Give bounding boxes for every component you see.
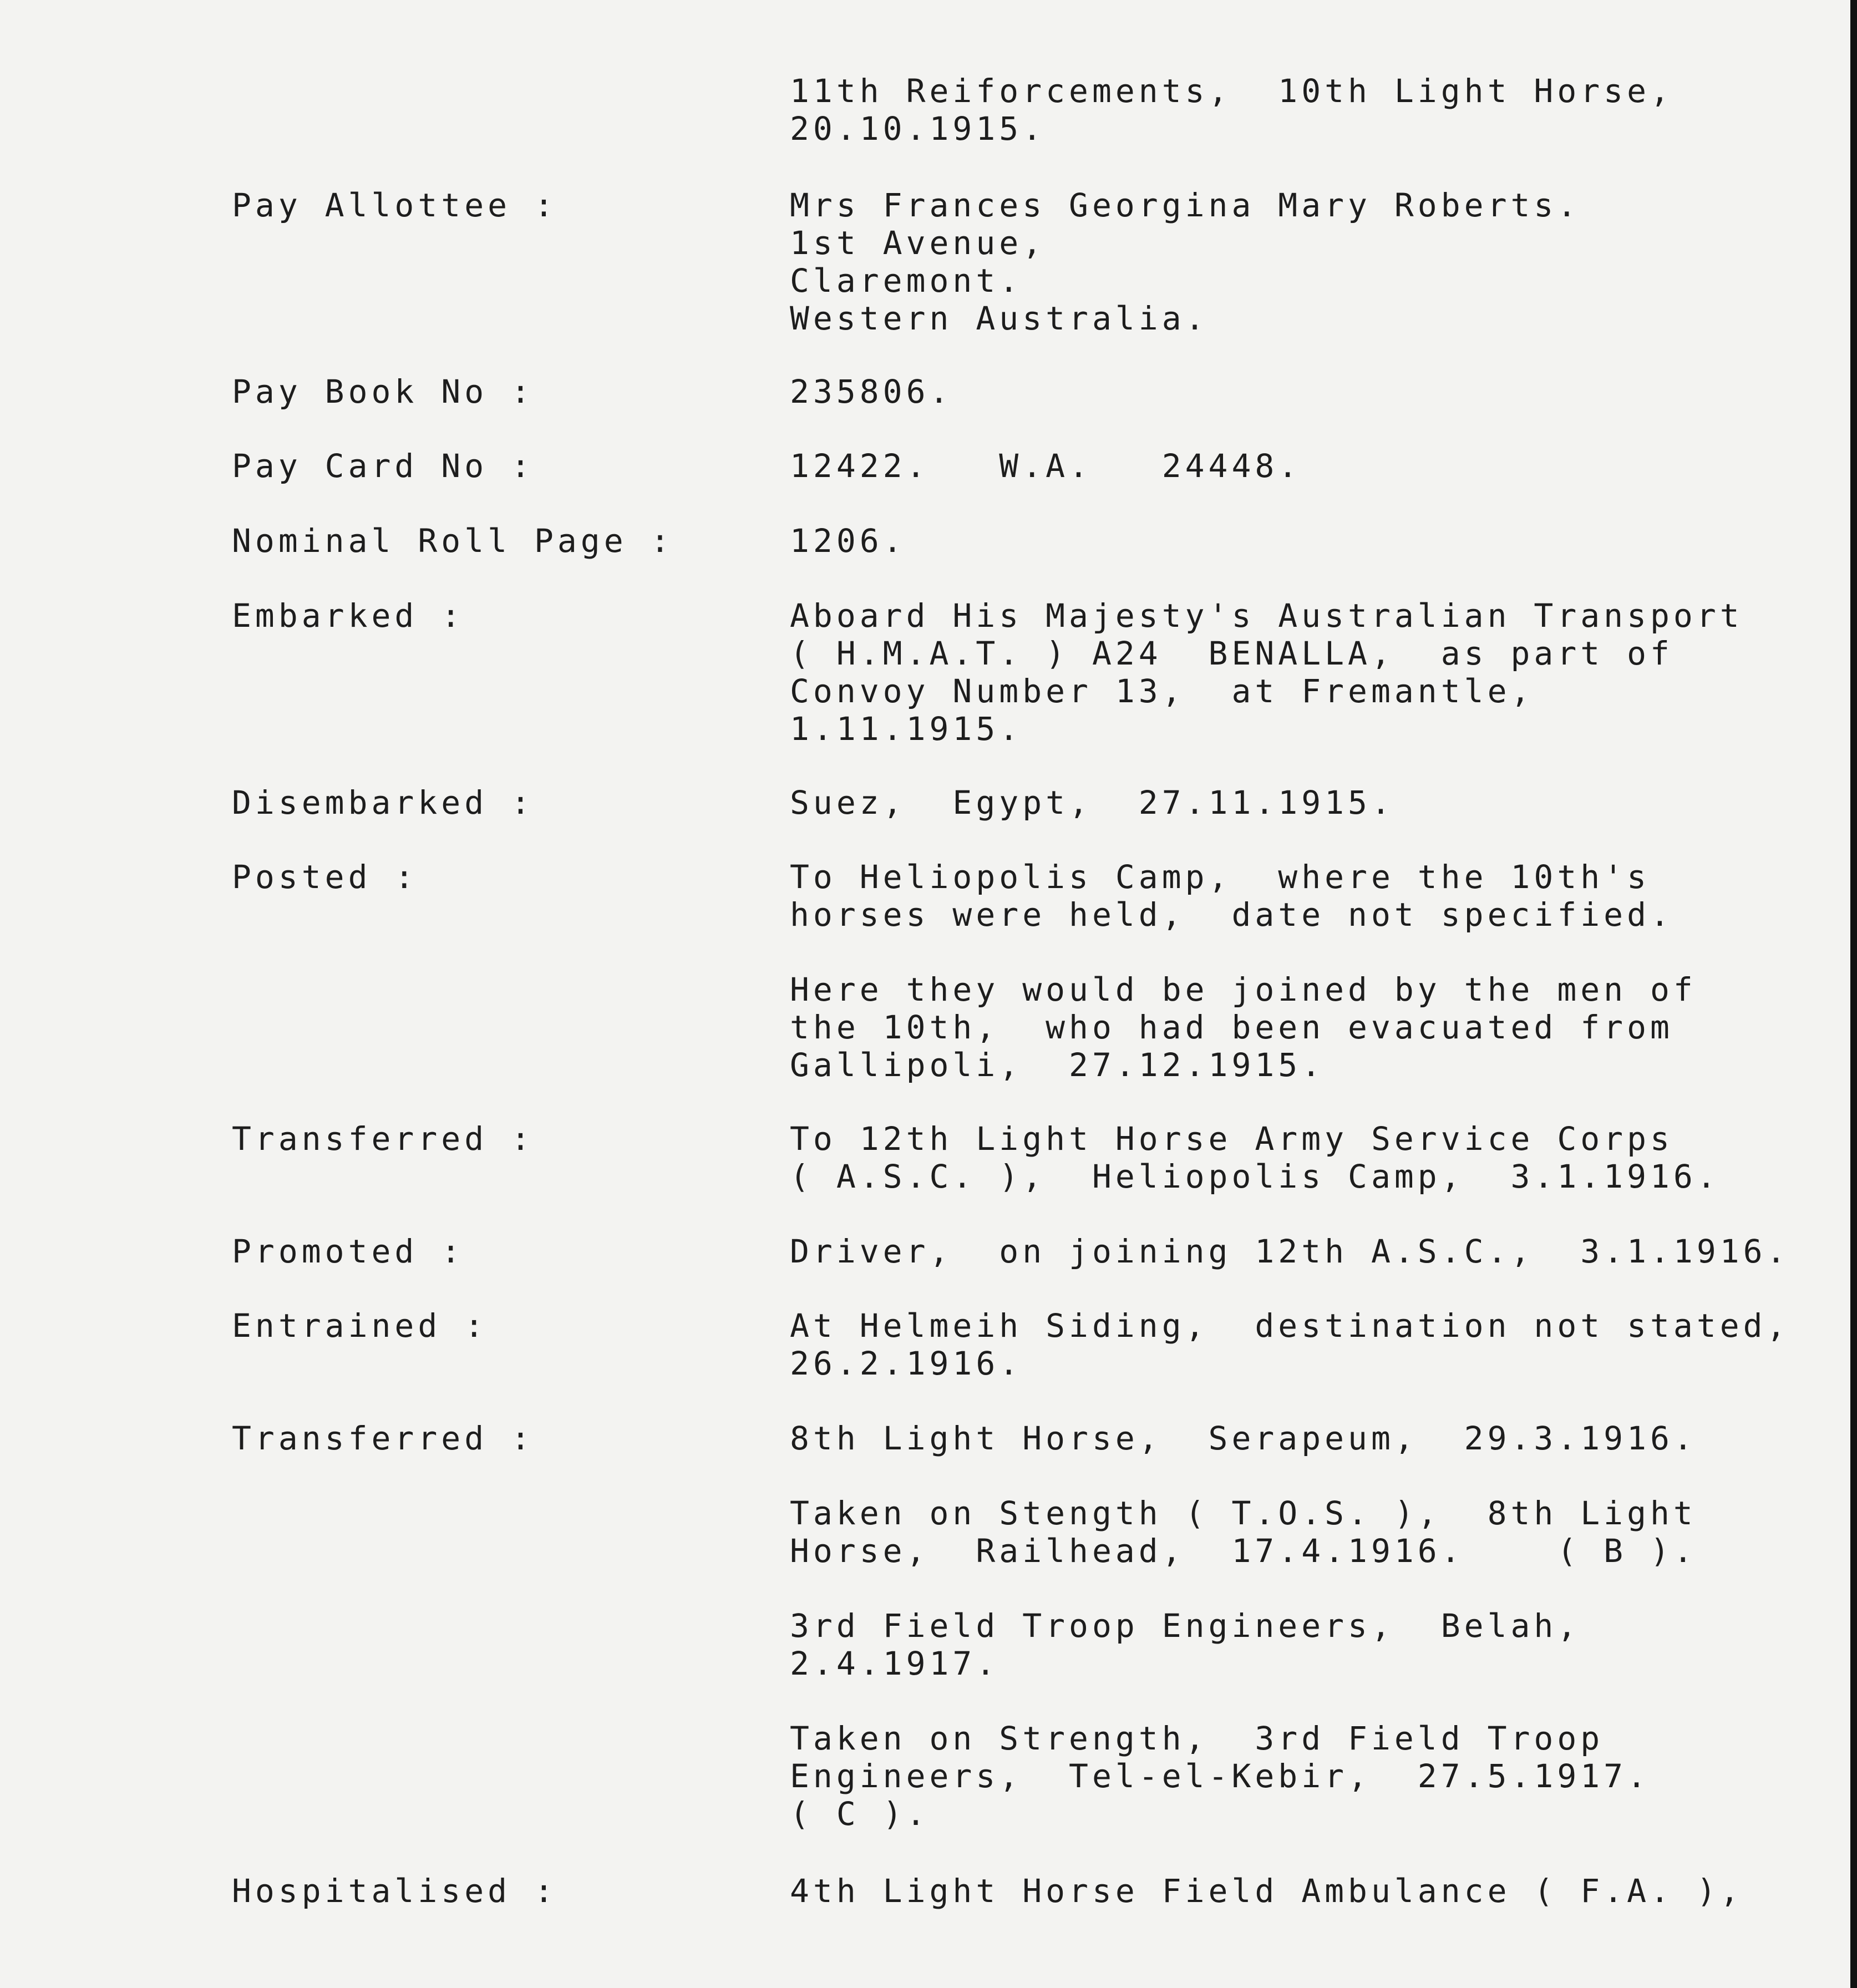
- value-line: ( H.M.A.T. ) A24 BENALLA, as part of: [790, 635, 1673, 672]
- field-value: [790, 1120, 1833, 1195]
- header-line: 11th Reiforcements, 10th Light Horse,: [790, 72, 1673, 110]
- value-line: Gallipoli, 27.12.1915.: [790, 1046, 1325, 1084]
- value-line: ( A.S.C. ), Heliopolis Camp, 3.1.1916.: [790, 1158, 1720, 1195]
- field-value: [790, 784, 1833, 821]
- value-line: 3rd Field Troop Engineers, Belah,: [790, 1607, 1581, 1645]
- value-line: Horse, Railhead, 17.4.1916. ( B ).: [790, 1532, 1697, 1570]
- field-label: Nominal Roll Page :: [232, 522, 674, 560]
- value-line: 1206.: [790, 522, 906, 560]
- field-label: Embarked :: [232, 597, 465, 635]
- field-label: Hospitalised :: [232, 1872, 557, 1910]
- value-paragraph: [790, 971, 1833, 1084]
- value-line: Taken on Stength ( T.O.S. ), 8th Light: [790, 1494, 1697, 1532]
- field-label: Pay Book No :: [232, 373, 534, 410]
- field-label: Transferred :: [232, 1120, 534, 1158]
- value-line: At Helmeih Siding, destination not stated,: [790, 1307, 1790, 1345]
- page-edge: [1850, 0, 1857, 1988]
- field-label: Transferred :: [232, 1419, 534, 1457]
- field-value: [790, 447, 1833, 485]
- value-line: Engineers, Tel-el-Kebir, 27.5.1917.: [790, 1757, 1651, 1795]
- field-value: [790, 373, 1833, 410]
- value-line: Here they would be joined by the men of: [790, 971, 1697, 1008]
- field-value: [790, 1419, 1833, 1833]
- field-label: Entrained :: [232, 1307, 488, 1345]
- value-line: Driver, on joining 12th A.S.C., 3.1.1916.: [790, 1233, 1790, 1270]
- field-value: [790, 1307, 1833, 1382]
- value-paragraph: [790, 1720, 1833, 1833]
- value-line: Western Australia.: [790, 300, 1209, 337]
- value-line: 2.4.1917.: [790, 1645, 999, 1682]
- field-label: Promoted :: [232, 1233, 465, 1270]
- field-value: [790, 858, 1833, 1084]
- value-paragraph: [790, 858, 1833, 934]
- value-line: 4th Light Horse Field Ambulance ( F.A. ),: [790, 1872, 1743, 1910]
- value-paragraph: [790, 1419, 1833, 1457]
- value-line: 1st Avenue,: [790, 224, 1046, 262]
- value-line: the 10th, who had been evacuated from: [790, 1008, 1673, 1046]
- field-label: Posted :: [232, 858, 418, 896]
- value-paragraph: [790, 1607, 1833, 1682]
- field-value: [790, 186, 1833, 337]
- header-value: [790, 72, 1833, 148]
- value-line: ( C ).: [790, 1795, 930, 1833]
- value-line: 8th Light Horse, Serapeum, 29.3.1916.: [790, 1419, 1697, 1457]
- value-line: Mrs Frances Georgina Mary Roberts.: [790, 186, 1581, 224]
- value-line: Suez, Egypt, 27.11.1915.: [790, 784, 1394, 821]
- value-line: To Heliopolis Camp, where the 10th's: [790, 858, 1651, 896]
- value-line: Aboard His Majesty's Australian Transport: [790, 597, 1743, 635]
- field-value: [790, 597, 1833, 748]
- value-line: Convoy Number 13, at Fremantle,: [790, 672, 1534, 710]
- value-line: horses were held, date not specified.: [790, 896, 1673, 934]
- value-line: Claremont.: [790, 262, 1023, 300]
- field-label: Pay Allottee :: [232, 186, 557, 224]
- field-value: [790, 1233, 1833, 1270]
- value-line: 1.11.1915.: [790, 710, 1023, 748]
- header-line: 20.10.1915.: [790, 110, 1046, 148]
- field-label: Pay Card No :: [232, 447, 534, 485]
- value-line: 235806.: [790, 373, 953, 410]
- value-line: Taken on Strength, 3rd Field Troop: [790, 1720, 1604, 1757]
- value-line: 12422. W.A. 24448.: [790, 447, 1302, 485]
- field-value: [790, 1872, 1833, 1910]
- value-line: 26.2.1916.: [790, 1345, 1023, 1382]
- value-paragraph: [790, 1494, 1833, 1570]
- field-label: Disembarked :: [232, 784, 534, 821]
- value-line: To 12th Light Horse Army Service Corps: [790, 1120, 1673, 1158]
- field-value: [790, 522, 1833, 560]
